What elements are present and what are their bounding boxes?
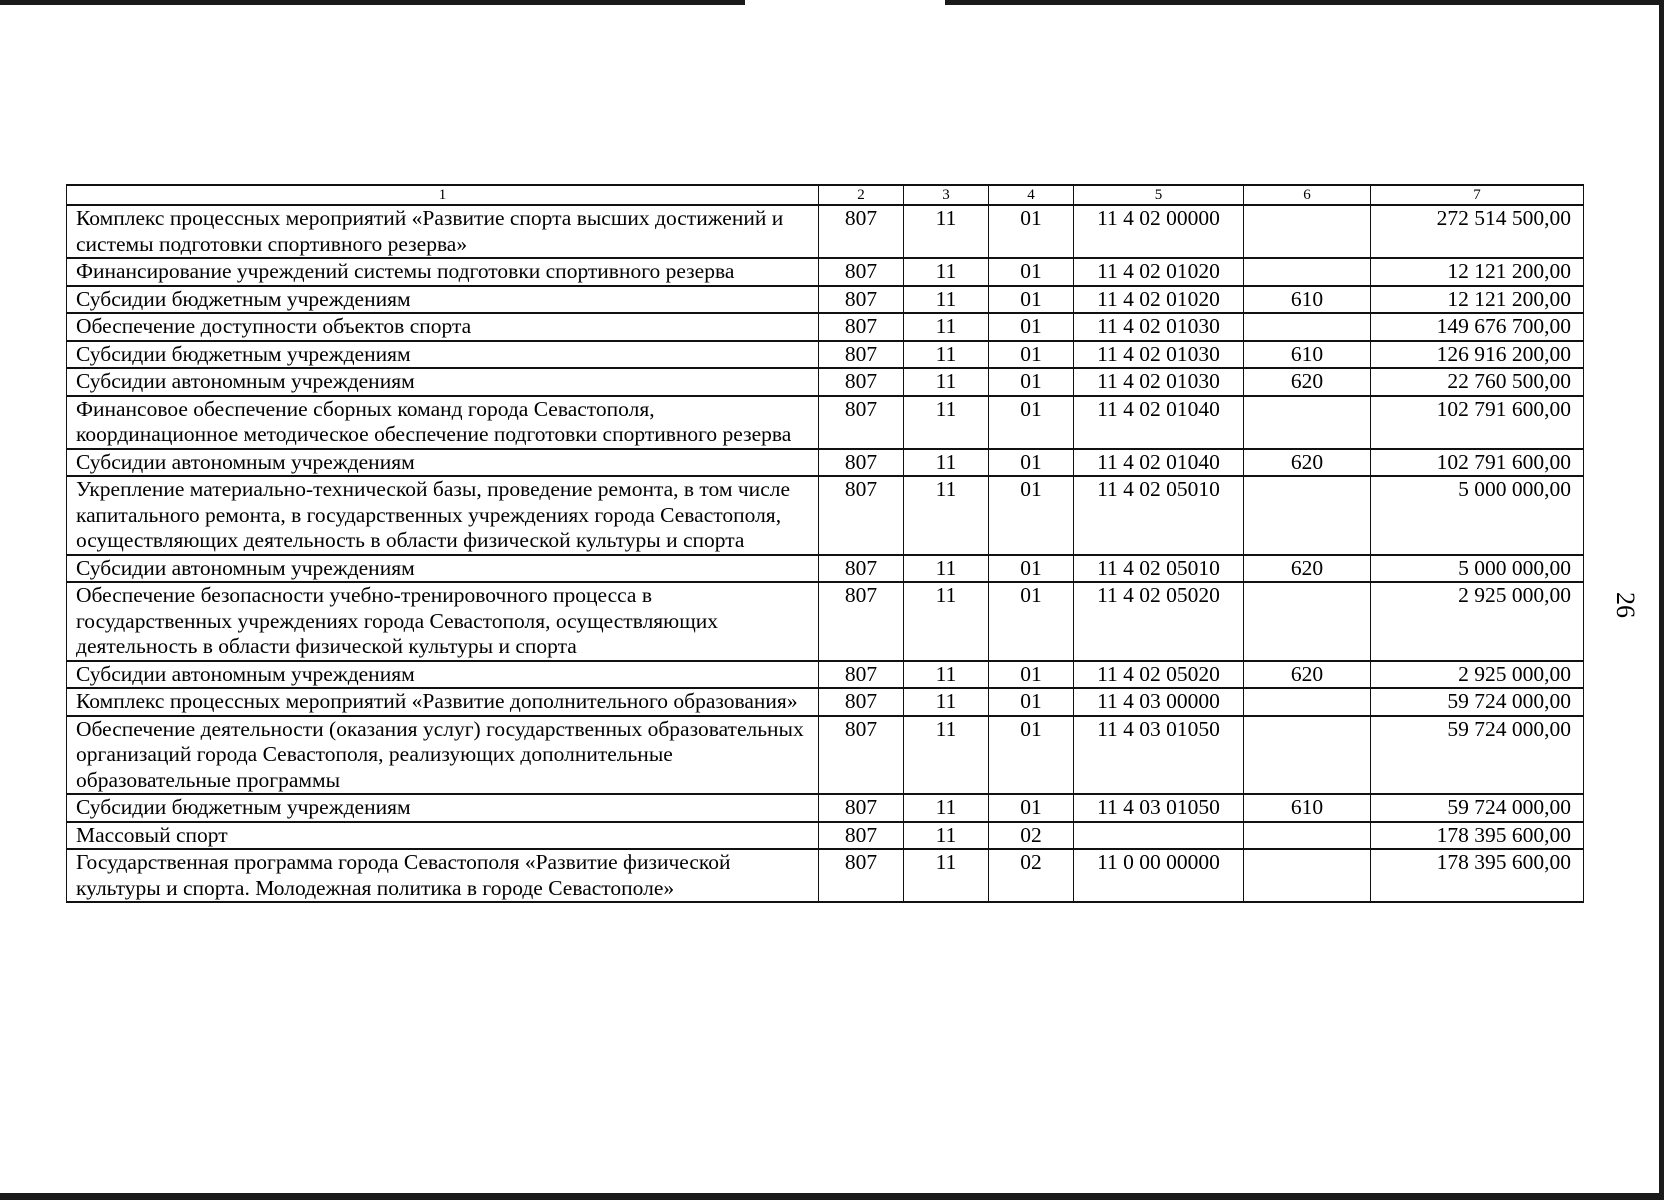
scan-edge-top-right bbox=[945, 0, 1664, 5]
subsection-code-cell: 01 bbox=[989, 313, 1074, 341]
subsection-code-cell: 01 bbox=[989, 555, 1074, 583]
department-code-cell: 807 bbox=[819, 313, 904, 341]
expense-type-cell: 610 bbox=[1244, 286, 1371, 314]
section-code-cell: 11 bbox=[904, 688, 989, 716]
expense-type-cell bbox=[1244, 396, 1371, 449]
row-name-cell: Обеспечение доступности объектов спорта bbox=[67, 313, 819, 341]
expense-type-cell bbox=[1244, 258, 1371, 286]
subsection-code-cell: 01 bbox=[989, 688, 1074, 716]
row-name-cell: Субсидии бюджетным учреждениям bbox=[67, 794, 819, 822]
department-code-cell: 807 bbox=[819, 849, 904, 902]
amount-cell: 2 925 000,00 bbox=[1371, 582, 1584, 661]
amount-cell: 178 395 600,00 bbox=[1371, 849, 1584, 902]
subsection-code-cell: 01 bbox=[989, 396, 1074, 449]
row-name-cell: Финансовое обеспечение сборных команд города Севастополя, координационное методическое обеспечение подготовки спортивного резерва bbox=[67, 396, 819, 449]
column-number-header-row bbox=[67, 185, 1584, 205]
subsection-code-cell: 01 bbox=[989, 449, 1074, 477]
row-name-cell: Субсидии автономным учреждениям bbox=[67, 368, 819, 396]
row-name-cell: Государственная программа города Севастополя «Развитие физической культуры и спорта. Молодежная политика в городе Севастополе» bbox=[67, 849, 819, 902]
section-code-cell: 11 bbox=[904, 555, 989, 583]
row-name-cell: Укрепление материально-технической базы, проведение ремонта, в том числе капитального ремонта, в государственных учреждениях города Севастополя, осуществляющих деятельность в области физической культуры и спорта bbox=[67, 476, 819, 555]
department-code-cell: 807 bbox=[819, 555, 904, 583]
scan-edge-right bbox=[1659, 0, 1664, 1200]
amount-cell: 5 000 000,00 bbox=[1371, 555, 1584, 583]
row-name-cell: Комплекс процессных мероприятий «Развитие спорта высших достижений и системы подготовки спортивного резерва» bbox=[67, 205, 819, 258]
amount-cell: 59 724 000,00 bbox=[1371, 716, 1584, 795]
table-row bbox=[67, 688, 1584, 716]
section-code-cell: 11 bbox=[904, 258, 989, 286]
target-article-cell: 11 4 02 01040 bbox=[1074, 396, 1244, 449]
amount-cell: 12 121 200,00 bbox=[1371, 258, 1584, 286]
subsection-code-cell: 01 bbox=[989, 258, 1074, 286]
table-row bbox=[67, 341, 1584, 369]
table-row bbox=[67, 258, 1584, 286]
expense-type-cell: 620 bbox=[1244, 368, 1371, 396]
column-number: 5 bbox=[1074, 185, 1244, 205]
department-code-cell: 807 bbox=[819, 205, 904, 258]
expense-type-cell bbox=[1244, 688, 1371, 716]
section-code-cell: 11 bbox=[904, 661, 989, 689]
section-code-cell: 11 bbox=[904, 582, 989, 661]
scan-edge-bottom bbox=[0, 1193, 1664, 1200]
subsection-code-cell: 01 bbox=[989, 205, 1074, 258]
subsection-code-cell: 01 bbox=[989, 661, 1074, 689]
table-row bbox=[67, 822, 1584, 850]
amount-cell: 178 395 600,00 bbox=[1371, 822, 1584, 850]
table-row bbox=[67, 396, 1584, 449]
department-code-cell: 807 bbox=[819, 661, 904, 689]
expense-type-cell: 620 bbox=[1244, 661, 1371, 689]
row-name-cell: Субсидии автономным учреждениям bbox=[67, 449, 819, 477]
target-article-cell: 11 4 02 01020 bbox=[1074, 286, 1244, 314]
department-code-cell: 807 bbox=[819, 688, 904, 716]
section-code-cell: 11 bbox=[904, 368, 989, 396]
department-code-cell: 807 bbox=[819, 258, 904, 286]
amount-cell: 102 791 600,00 bbox=[1371, 449, 1584, 477]
column-number: 3 bbox=[904, 185, 989, 205]
department-code-cell: 807 bbox=[819, 368, 904, 396]
target-article-cell: 11 4 02 01020 bbox=[1074, 258, 1244, 286]
section-code-cell: 11 bbox=[904, 794, 989, 822]
target-article-cell: 11 0 00 00000 bbox=[1074, 849, 1244, 902]
expense-type-cell bbox=[1244, 476, 1371, 555]
expense-type-cell: 620 bbox=[1244, 449, 1371, 477]
column-number: 2 bbox=[819, 185, 904, 205]
subsection-code-cell: 01 bbox=[989, 582, 1074, 661]
table-row bbox=[67, 286, 1584, 314]
amount-cell: 102 791 600,00 bbox=[1371, 396, 1584, 449]
amount-cell: 149 676 700,00 bbox=[1371, 313, 1584, 341]
subsection-code-cell: 01 bbox=[989, 286, 1074, 314]
row-name-cell: Субсидии автономным учреждениям bbox=[67, 555, 819, 583]
target-article-cell: 11 4 03 00000 bbox=[1074, 688, 1244, 716]
section-code-cell: 11 bbox=[904, 341, 989, 369]
department-code-cell: 807 bbox=[819, 822, 904, 850]
subsection-code-cell: 01 bbox=[989, 716, 1074, 795]
expense-type-cell bbox=[1244, 849, 1371, 902]
column-number: 1 bbox=[67, 185, 819, 205]
section-code-cell: 11 bbox=[904, 849, 989, 902]
department-code-cell: 807 bbox=[819, 341, 904, 369]
row-name-cell: Субсидии бюджетным учреждениям bbox=[67, 341, 819, 369]
table-row bbox=[67, 582, 1584, 661]
row-name-cell: Обеспечение безопасности учебно-тренировочного процесса в государственных учреждениях города Севастополя, осуществляющих деятельность в области физической культуры и спорта bbox=[67, 582, 819, 661]
amount-cell: 59 724 000,00 bbox=[1371, 794, 1584, 822]
department-code-cell: 807 bbox=[819, 396, 904, 449]
table-row bbox=[67, 794, 1584, 822]
amount-cell: 5 000 000,00 bbox=[1371, 476, 1584, 555]
expense-type-cell bbox=[1244, 716, 1371, 795]
table-row bbox=[67, 849, 1584, 902]
section-code-cell: 11 bbox=[904, 286, 989, 314]
column-number: 7 bbox=[1371, 185, 1584, 205]
section-code-cell: 11 bbox=[904, 476, 989, 555]
table-row bbox=[67, 368, 1584, 396]
row-name-cell: Комплекс процессных мероприятий «Развитие дополнительного образования» bbox=[67, 688, 819, 716]
target-article-cell: 11 4 02 01030 bbox=[1074, 368, 1244, 396]
row-name-cell: Субсидии автономным учреждениям bbox=[67, 661, 819, 689]
column-number: 6 bbox=[1244, 185, 1371, 205]
section-code-cell: 11 bbox=[904, 396, 989, 449]
subsection-code-cell: 01 bbox=[989, 341, 1074, 369]
department-code-cell: 807 bbox=[819, 582, 904, 661]
section-code-cell: 11 bbox=[904, 449, 989, 477]
subsection-code-cell: 01 bbox=[989, 368, 1074, 396]
table-row bbox=[67, 661, 1584, 689]
row-name-cell: Массовый спорт bbox=[67, 822, 819, 850]
section-code-cell: 11 bbox=[904, 205, 989, 258]
table-row bbox=[67, 716, 1584, 795]
row-name-cell: Финансирование учреждений системы подготовки спортивного резерва bbox=[67, 258, 819, 286]
expense-type-cell bbox=[1244, 205, 1371, 258]
subsection-code-cell: 01 bbox=[989, 794, 1074, 822]
section-code-cell: 11 bbox=[904, 822, 989, 850]
section-code-cell: 11 bbox=[904, 313, 989, 341]
budget-table bbox=[66, 184, 1584, 903]
expense-type-cell: 620 bbox=[1244, 555, 1371, 583]
table-row bbox=[67, 313, 1584, 341]
target-article-cell: 11 4 02 05020 bbox=[1074, 582, 1244, 661]
column-number: 4 bbox=[989, 185, 1074, 205]
row-name-cell: Субсидии бюджетным учреждениям bbox=[67, 286, 819, 314]
page-number: 26 bbox=[1611, 592, 1640, 618]
expense-type-cell bbox=[1244, 822, 1371, 850]
amount-cell: 126 916 200,00 bbox=[1371, 341, 1584, 369]
amount-cell: 22 760 500,00 bbox=[1371, 368, 1584, 396]
amount-cell: 2 925 000,00 bbox=[1371, 661, 1584, 689]
department-code-cell: 807 bbox=[819, 794, 904, 822]
row-name-cell: Обеспечение деятельности (оказания услуг) государственных образовательных организаций города Севастополя, реализующих дополнительные образовательные программы bbox=[67, 716, 819, 795]
subsection-code-cell: 01 bbox=[989, 476, 1074, 555]
table-row bbox=[67, 205, 1584, 258]
amount-cell: 272 514 500,00 bbox=[1371, 205, 1584, 258]
expense-type-cell bbox=[1244, 582, 1371, 661]
department-code-cell: 807 bbox=[819, 476, 904, 555]
amount-cell: 12 121 200,00 bbox=[1371, 286, 1584, 314]
expense-type-cell: 610 bbox=[1244, 341, 1371, 369]
scan-edge-top-left bbox=[0, 0, 745, 5]
target-article-cell: 11 4 02 01030 bbox=[1074, 313, 1244, 341]
table-row bbox=[67, 555, 1584, 583]
department-code-cell: 807 bbox=[819, 716, 904, 795]
subsection-code-cell: 02 bbox=[989, 849, 1074, 902]
target-article-cell bbox=[1074, 822, 1244, 850]
department-code-cell: 807 bbox=[819, 286, 904, 314]
section-code-cell: 11 bbox=[904, 716, 989, 795]
target-article-cell: 11 4 02 05010 bbox=[1074, 555, 1244, 583]
amount-cell: 59 724 000,00 bbox=[1371, 688, 1584, 716]
target-article-cell: 11 4 02 00000 bbox=[1074, 205, 1244, 258]
department-code-cell: 807 bbox=[819, 449, 904, 477]
target-article-cell: 11 4 02 05020 bbox=[1074, 661, 1244, 689]
target-article-cell: 11 4 02 01040 bbox=[1074, 449, 1244, 477]
target-article-cell: 11 4 03 01050 bbox=[1074, 794, 1244, 822]
table-row bbox=[67, 476, 1584, 555]
expense-type-cell bbox=[1244, 313, 1371, 341]
table-row bbox=[67, 449, 1584, 477]
subsection-code-cell: 02 bbox=[989, 822, 1074, 850]
expense-type-cell: 610 bbox=[1244, 794, 1371, 822]
target-article-cell: 11 4 02 05010 bbox=[1074, 476, 1244, 555]
target-article-cell: 11 4 03 01050 bbox=[1074, 716, 1244, 795]
target-article-cell: 11 4 02 01030 bbox=[1074, 341, 1244, 369]
